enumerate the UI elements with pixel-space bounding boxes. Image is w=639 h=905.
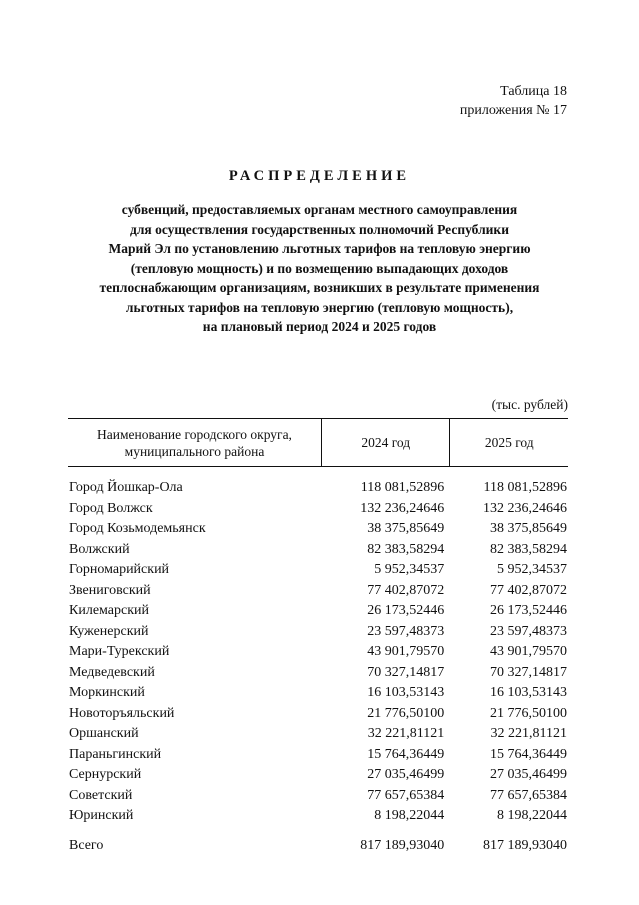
column-header-2024: 2024 год — [322, 419, 450, 466]
value-2024: 32 221,81121 — [367, 726, 445, 742]
value-2024: 132 236,24646 — [360, 500, 445, 516]
municipality-name: Звениговский — [69, 582, 151, 598]
municipality-name: Город Козьмодемьянск — [69, 521, 206, 537]
table-row — [68, 806, 568, 827]
value-2025: 82 383,58294 — [490, 541, 567, 557]
table-row — [68, 581, 568, 602]
value-2024: 26 173,52446 — [367, 603, 445, 619]
subtitle-line: Марий Эл по установлению льготных тарифов на тепловую энергию — [108, 241, 531, 256]
municipality-name: Килемарский — [69, 603, 150, 619]
municipality-name: Куженерский — [69, 623, 149, 639]
distribution-table — [68, 418, 568, 856]
value-2025: 38 375,85649 — [490, 521, 567, 537]
value-2025: 5 952,34537 — [497, 562, 567, 578]
column-header-2025: 2025 год — [484, 435, 534, 450]
value-2024: 77 402,87072 — [367, 582, 445, 598]
value-2025: 16 103,53143 — [490, 685, 567, 701]
table-number: Таблица 18 — [500, 84, 567, 99]
municipality-name: Сернурский — [69, 767, 142, 783]
subtitle-line: на плановый период 2024 и 2025 годов — [202, 319, 437, 334]
value-2025: 132 236,24646 — [483, 500, 567, 516]
value-2024: 77 657,65384 — [367, 787, 445, 803]
value-2025: 23 597,48373 — [490, 623, 567, 639]
value-2024: 21 776,50100 — [367, 705, 445, 721]
table-row — [68, 683, 568, 704]
municipality-name: Мари-Турекский — [69, 644, 170, 660]
municipality-name: Новоторъяльский — [69, 705, 175, 721]
subtitle-line: льготных тарифов на тепловую энергию (тепловую мощность), — [125, 299, 514, 315]
value-2024: 16 103,53143 — [367, 685, 445, 701]
value-2024: 82 383,58294 — [367, 541, 445, 557]
table-row — [68, 642, 568, 663]
total-2025: 817 189,93040 — [483, 837, 567, 853]
value-2025: 32 221,81121 — [490, 726, 567, 742]
appendix-number: приложения № 17 — [459, 103, 567, 118]
table-row — [68, 724, 568, 745]
table-total-row — [68, 836, 568, 857]
value-2025: 21 776,50100 — [490, 705, 567, 721]
municipality-name: Параньгинский — [69, 746, 162, 762]
municipality-name: Оршанский — [69, 726, 139, 742]
value-2024: 70 327,14817 — [367, 664, 445, 680]
table-row — [68, 663, 568, 684]
total-label: Всего — [69, 837, 104, 853]
table-row — [68, 499, 568, 520]
table-row — [68, 745, 568, 766]
municipality-name: Советский — [69, 787, 133, 803]
value-2025: 43 901,79570 — [490, 644, 567, 660]
table-row — [68, 519, 568, 540]
value-2024: 15 764,36449 — [367, 746, 445, 762]
value-2025: 77 402,87072 — [490, 582, 567, 598]
value-2025: 15 764,36449 — [490, 746, 567, 762]
value-2024: 27 035,46499 — [367, 767, 445, 783]
units-label: (тыс. рублей) — [491, 397, 568, 412]
municipality-name: Моркинский — [69, 685, 145, 701]
table-row — [68, 765, 568, 786]
table-reference — [460, 82, 567, 120]
column-header-name: Наименование городского округа, муниципального района — [68, 419, 322, 466]
value-2025: 26 173,52446 — [490, 603, 567, 619]
value-2025: 27 035,46499 — [490, 767, 567, 783]
table-header — [68, 419, 568, 467]
value-2025: 8 198,22044 — [497, 808, 567, 824]
table-row — [68, 560, 568, 581]
municipality-name: Город Йошкар-Ола — [69, 480, 183, 496]
value-2025: 77 657,65384 — [490, 787, 567, 803]
total-2024: 817 189,93040 — [360, 837, 445, 853]
table-row — [68, 540, 568, 561]
municipality-name: Горномарийский — [69, 562, 170, 578]
municipality-name: Юринский — [69, 808, 134, 824]
value-2025: 118 081,52896 — [483, 480, 567, 496]
value-2025: 70 327,14817 — [490, 664, 567, 680]
municipality-name: Город Волжск — [69, 500, 153, 516]
table-row — [68, 478, 568, 499]
value-2024: 118 081,52896 — [360, 480, 445, 496]
value-2024: 23 597,48373 — [367, 623, 445, 639]
subtitle-line: теплоснабжающим организациям, возникших в результате применения — [99, 280, 540, 295]
table-row — [68, 622, 568, 643]
value-2024: 8 198,22044 — [374, 808, 445, 824]
document-subtitle — [60, 200, 579, 337]
table-row — [68, 786, 568, 807]
municipality-name: Волжский — [69, 541, 130, 557]
table-body — [68, 467, 568, 827]
subtitle-line: субвенций, предоставляемых органам местного самоуправления — [121, 202, 518, 217]
municipality-name: Медведевский — [69, 664, 155, 680]
subtitle-line: для осуществления государственных полномочий Республики — [129, 221, 509, 237]
subtitle-line: (тепловую мощность) и по возмещению выпадающих доходов — [130, 260, 509, 276]
table-row — [68, 704, 568, 725]
document-title: РАСПРЕДЕЛЕНИЕ — [228, 168, 411, 184]
table-row — [68, 601, 568, 622]
value-2024: 43 901,79570 — [367, 644, 445, 660]
value-2024: 38 375,85649 — [367, 521, 445, 537]
value-2024: 5 952,34537 — [374, 562, 445, 578]
